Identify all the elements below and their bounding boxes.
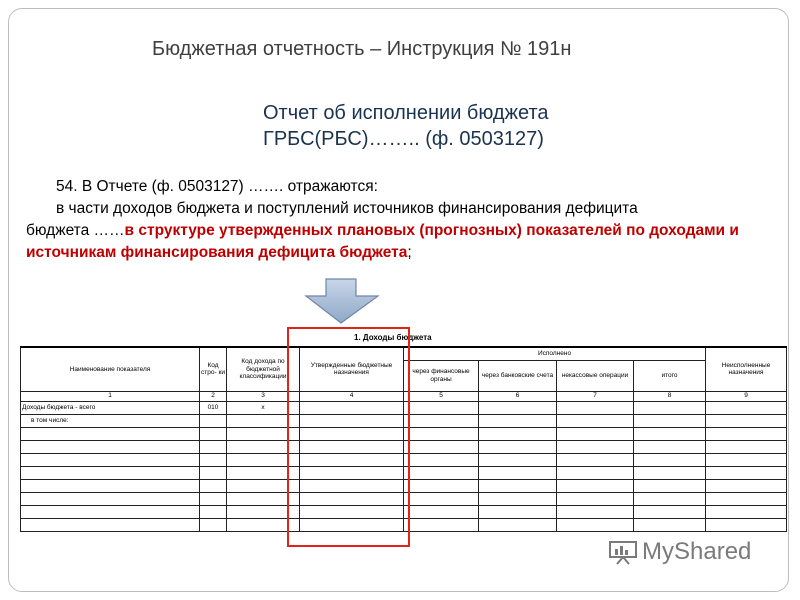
column-number: 4 <box>300 391 404 401</box>
header-approved: Утвержденные бюджетные назначения <box>300 347 404 391</box>
column-number: 8 <box>634 391 706 401</box>
highlight-box <box>287 327 410 547</box>
header-unexecuted: Неисполненные назначения <box>706 347 787 391</box>
column-number: 3 <box>227 391 300 401</box>
column-number: 5 <box>404 391 479 401</box>
slide-title: Бюджетная отчетность – Инструкция № 191н <box>152 38 572 60</box>
down-arrow-icon <box>304 278 380 324</box>
paragraph-line-3-prefix: бюджета …… <box>26 222 125 239</box>
paragraph-line-2: в части доходов бюджета и поступлений источников финансирования дефицита <box>56 200 638 217</box>
paragraph-line-1: 54. В Отчете (ф. 0503127) ……. отражаются: <box>56 178 378 195</box>
column-number: 7 <box>557 391 634 401</box>
column-number: 9 <box>706 391 787 401</box>
row-code: 010 <box>200 401 227 414</box>
row-name: Доходы бюджета - всего <box>21 401 200 414</box>
header-line-code: Код стро- ки <box>200 347 227 391</box>
subtitle-line-1: Отчет об исполнении бюджета <box>263 102 549 124</box>
paragraph-suffix: ; <box>407 244 412 261</box>
header-exec-noncash: некассовые операции <box>557 360 634 391</box>
column-number: 6 <box>479 391 557 401</box>
table-caption: 1. Доходы бюджета <box>354 333 432 342</box>
watermark <box>608 538 751 566</box>
header-exec-total: итого <box>634 360 706 391</box>
column-number: 1 <box>21 391 200 401</box>
presentation-icon <box>608 539 638 565</box>
row-name: в том числе: <box>21 414 200 427</box>
header-exec-bank: через банковские счета <box>479 360 557 391</box>
header-name: Наименование показателя <box>21 347 200 391</box>
header-executed: Исполнено <box>404 347 706 360</box>
watermark-text: MyShared <box>642 538 752 565</box>
column-number: 2 <box>200 391 227 401</box>
subtitle-line-2: ГРБС(РБС)…….. (ф. 0503127) <box>263 128 544 150</box>
header-exec-fin: через финансовые органы <box>404 360 479 391</box>
instruction-paragraph <box>26 176 776 264</box>
row-class: x <box>227 401 300 414</box>
header-class-code: Код дохода по бюджетной классификации <box>227 347 300 391</box>
paragraph-highlight: в структуре утвержденных плановых (прогнозных) показателей по доходами и источникам финансирования дефицита бюджета <box>26 222 739 261</box>
report-subtitle <box>263 100 683 152</box>
